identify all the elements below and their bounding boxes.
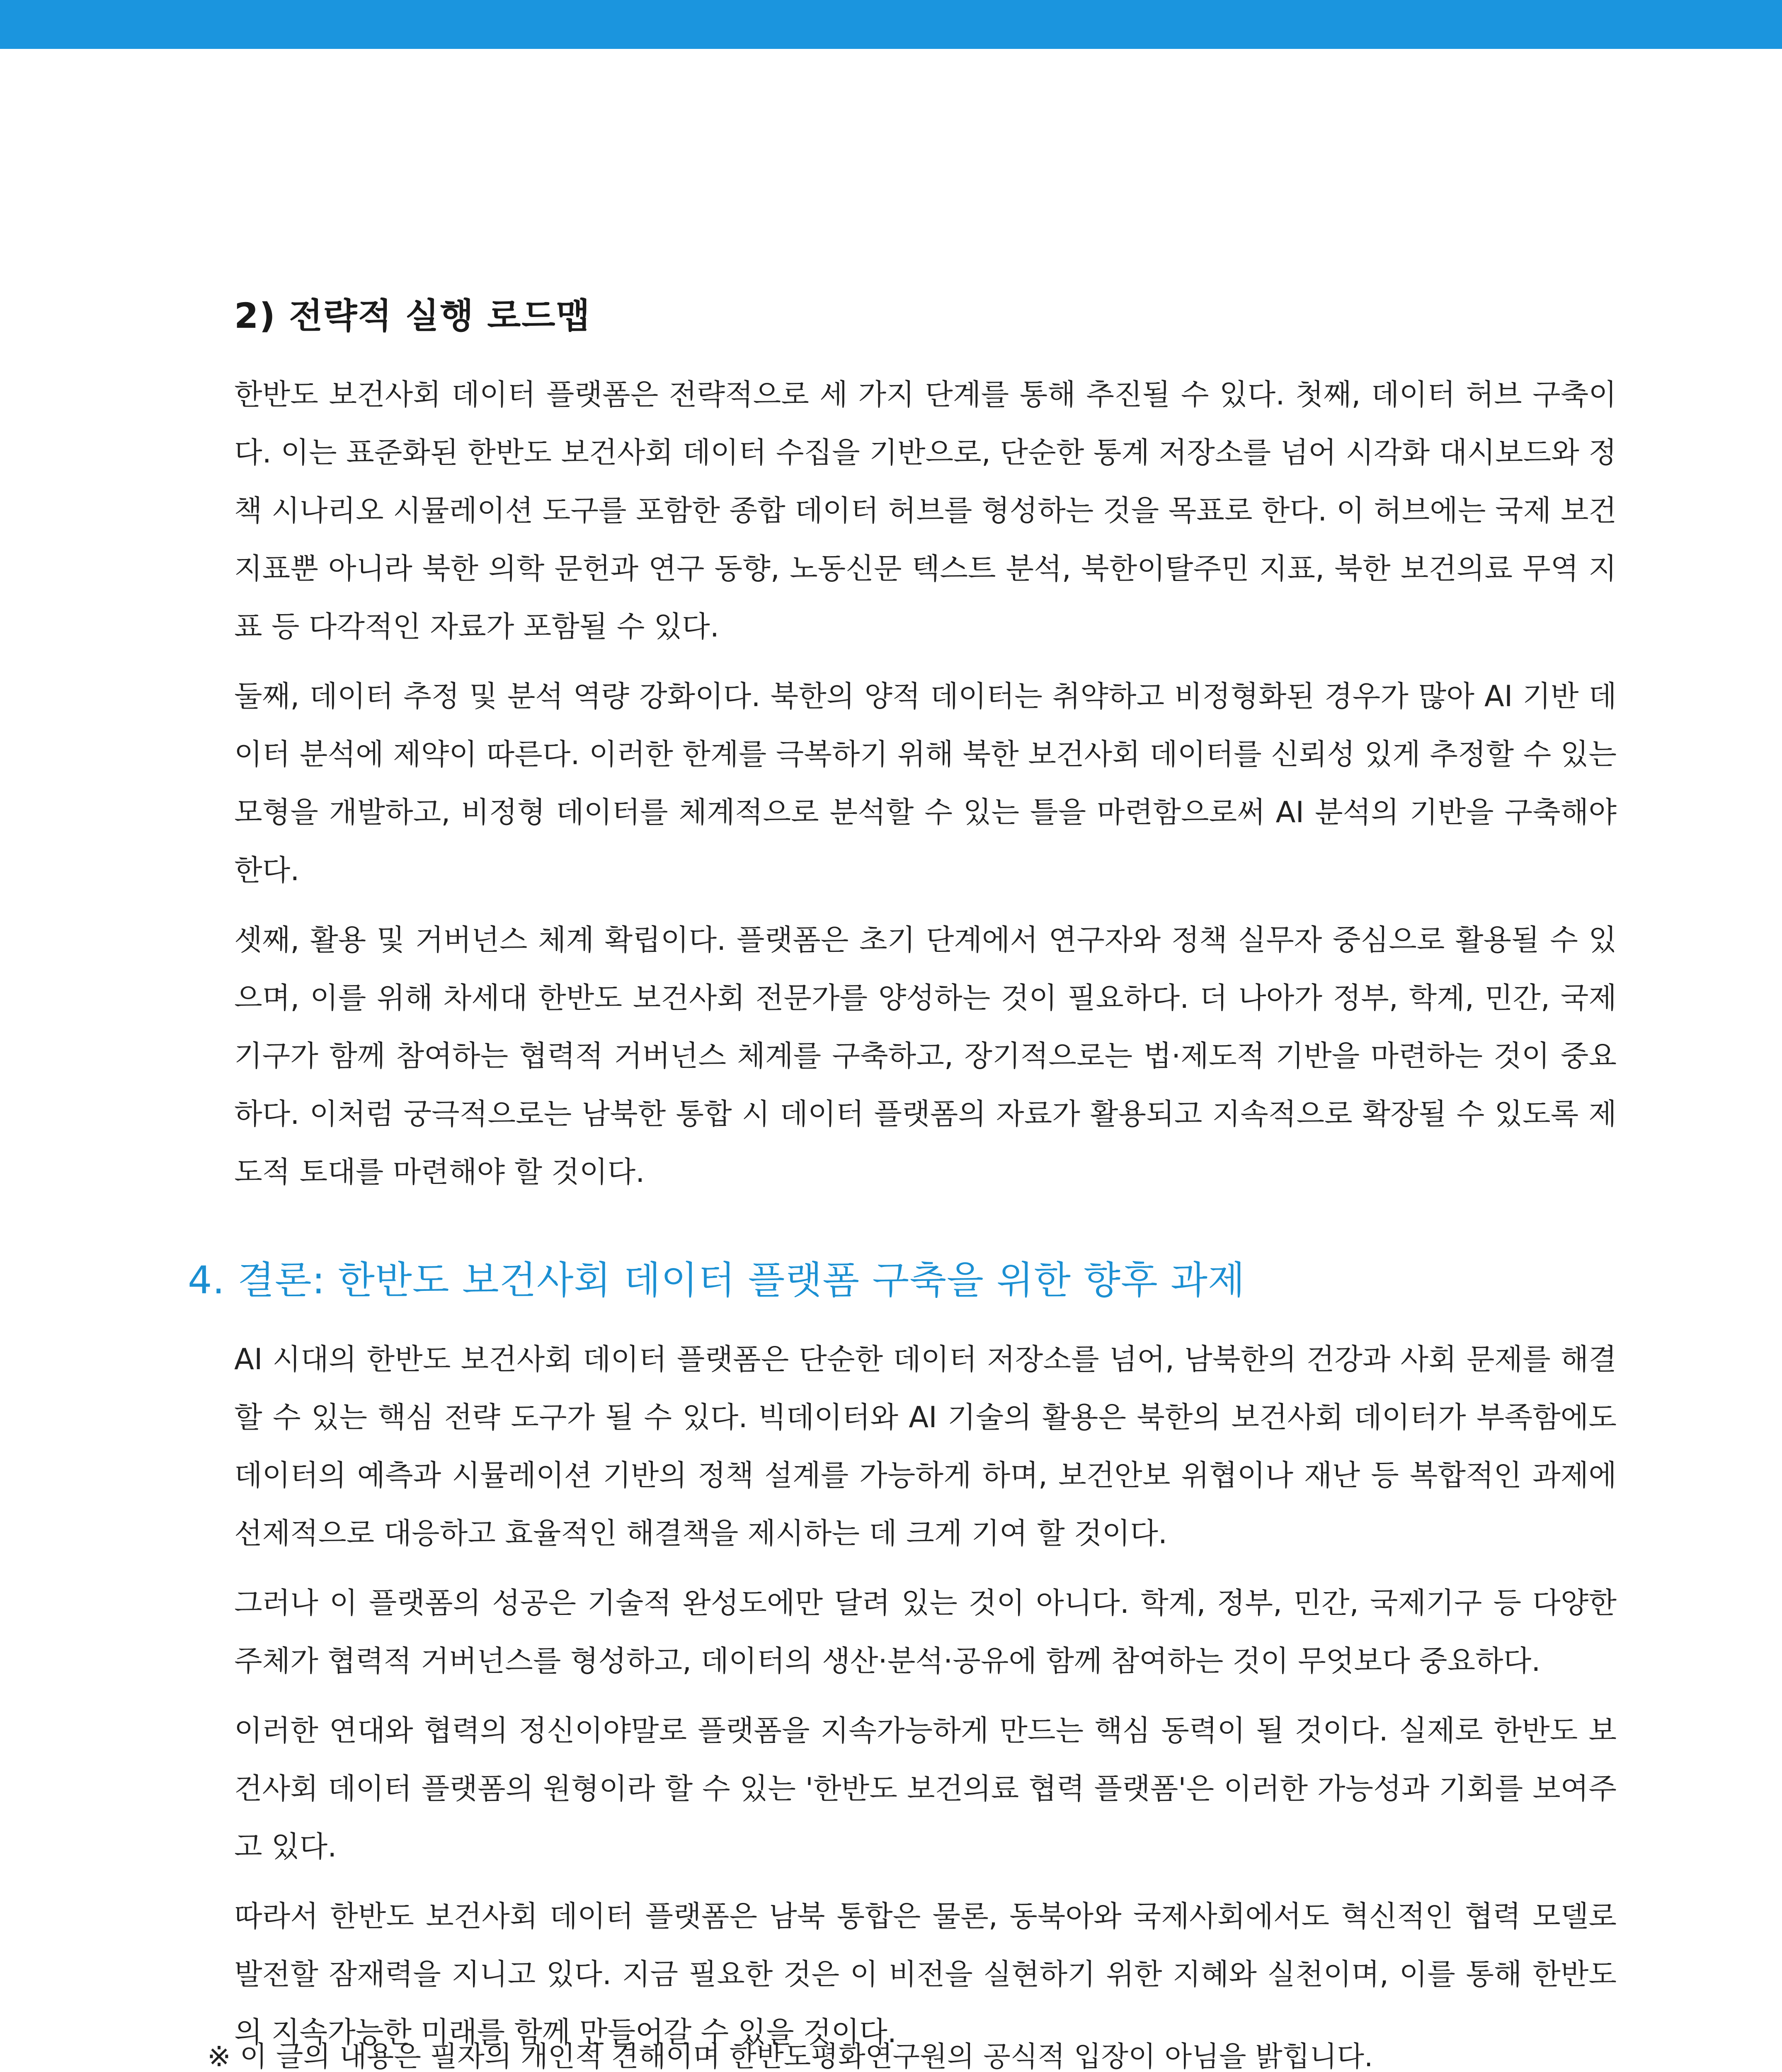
article-body <box>188 288 1617 2072</box>
paragraph-conclusion-4: 따라서 한반도 보건사회 데이터 플랫폼은 남북 통합은 물론, 동북아와 국제사회에서도 혁신적인 협력 모델로 발전할 잠재력을 지니고 있다. 지금 필요한 것은 이 비전을 실현하기 위한 지혜와 실천이며, 이를 통해 한반도의 지속가능한 미래를 함께 만들어갈 수 있을 것이다. <box>234 1899 1617 2049</box>
top-accent-bar <box>0 0 1782 49</box>
paragraph-roadmap-1: 한반도 보건사회 데이터 플랫폼은 전략적으로 세 가지 단계를 통해 추진될 수 있다. 첫째, 데이터 허브 구축이다. 이는 표준화된 한반도 보건사회 데이터 수집을 기반으로, 단순한 통계 저장소를 넘어 시각화 대시보드와 정책 시나리오 시뮬레이션 도구를 포함한 종합 데이터 허브를 형성하는 것을 목표로 한다. 이 허브에는 국제 보건 지표뿐 아니라 북한 의학 문헌과 연구 동향, 노동신문 텍스트 분석, 북한이탈주민 지표, 북한 보건의료 무역 지표 등 다각적인 자료가 포함될 수 있다. <box>234 378 1617 644</box>
paragraph-conclusion-2: 그러나 이 플랫폼의 성공은 기술적 완성도에만 달려 있는 것이 아니다. 학계, 정부, 민간, 국제기구 등 다양한 주체가 협력적 거버넌스를 형성하고, 데이터의 생산·분석·공유에 함께 참여하는 것이 무엇보다 중요하다. <box>234 1586 1617 1678</box>
paragraph-conclusion-3: 이러한 연대와 협력의 정신이야말로 플랫폼을 지속가능하게 만드는 핵심 동력이 될 것이다. 실제로 한반도 보건사회 데이터 플랫폼의 원형이라 할 수 있는 '한반도 보건의료 협력 플랫폼'은 이러한 가능성과 기회를 보여주고 있다. <box>234 1714 1617 1864</box>
paragraph-roadmap-2: 둘째, 데이터 추정 및 분석 역량 강화이다. 북한의 양적 데이터는 취약하고 비정형화된 경우가 많아 AI 기반 데이터 분석에 제약이 따른다. 이러한 한계를 극복하기 위해 북한 보건사회 데이터를 신뢰성 있게 추정할 수 있는 모형을 개발하고, 비정형 데이터를 체계적으로 분석할 수 있는 틀을 마련함으로써 AI 분석의 기반을 구축해야 한다. <box>234 679 1617 887</box>
note-disclaimer: ※ 이 글의 내용은 필자의 개인적 견해이며 한반도평화연구원의 공식적 입장이 아님을 밝힙니다. <box>207 2041 1373 2072</box>
footnotes <box>207 2033 1637 2072</box>
paragraph-conclusion-1: AI 시대의 한반도 보건사회 데이터 플랫폼은 단순한 데이터 저장소를 넘어, 남북한의 건강과 사회 문제를 해결할 수 있는 핵심 전략 도구가 될 수 있다. 빅데이터와 AI 기술의 활용은 북한의 보건사회 데이터가 부족함에도 데이터의 예측과 시뮬레이션 기반의 정책 설계를 가능하게 하며, 보건안보 위협이나 재난 등 복합적인 과제에 선제적으로 대응하고 효율적인 해결책을 제시하는 데 크게 기여 할 것이다. <box>234 1342 1617 1550</box>
paragraph-roadmap-3: 셋째, 활용 및 거버넌스 체계 확립이다. 플랫폼은 초기 단계에서 연구자와 정책 실무자 중심으로 활용될 수 있으며, 이를 위해 차세대 한반도 보건사회 전문가를 양성하는 것이 필요하다. 더 나아가 정부, 학계, 민간, 국제기구가 함께 참여하는 협력적 거버넌스 체계를 구축하고, 장기적으로는 법·제도적 기반을 마련하는 것이 중요하다. 이처럼 궁극적으로는 남북한 통합 시 데이터 플랫폼의 자료가 활용되고 지속적으로 확장될 수 있도록 제도적 토대를 마련해야 할 것이다. <box>234 923 1617 1189</box>
section-heading-conclusion: 4. 결론: 한반도 보건사회 데이터 플랫폼 구축을 위한 향후 과제 <box>188 1258 1245 1302</box>
subheading-roadmap: 2) 전략적 실행 로드맵 <box>234 295 591 336</box>
